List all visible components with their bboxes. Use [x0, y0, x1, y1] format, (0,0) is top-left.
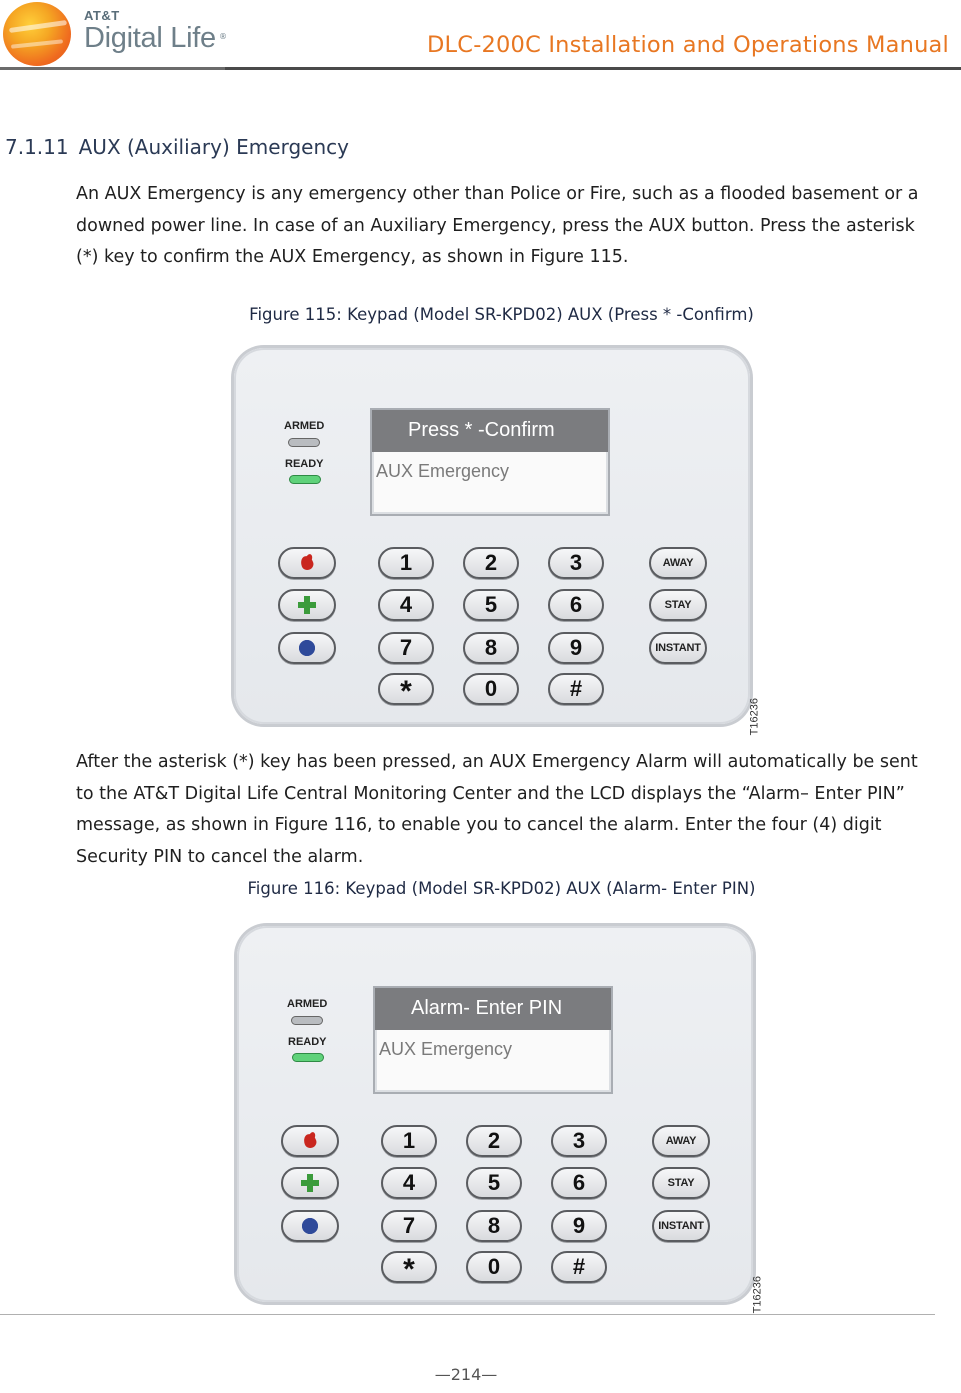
key-0[interactable]: 0 — [466, 1251, 522, 1283]
key-6[interactable]: 6 — [551, 1167, 607, 1199]
ready-led — [289, 475, 321, 484]
paragraph-after-confirm: After the asterisk (*) key has been pressed, an AUX Emergency Alarm will automatically be sent to the AT&T Digital Life Central Monitoring Center and the LCD displays the “Alarm– Enter PIN” message, as shown in Figure 116, to enable you to cancel the alarm. Enter the four (4) digit Security PIN to cancel the alarm. — [76, 752, 918, 867]
badge-icon — [299, 640, 315, 656]
armed-label: ARMED — [284, 420, 325, 432]
keypad-figure-115 — [234, 348, 760, 736]
key-6[interactable]: 6 — [548, 589, 604, 621]
lcd-line-1: Press * -Confirm — [408, 419, 555, 441]
aux-button[interactable] — [278, 589, 336, 621]
key-hash[interactable]: # — [551, 1251, 607, 1283]
page-number: —214— — [434, 1365, 498, 1384]
away-button[interactable]: AWAY — [652, 1125, 710, 1157]
logo-registered-mark: ® — [219, 32, 227, 41]
key-hash[interactable]: # — [548, 673, 604, 705]
lcd-line-2: AUX Emergency — [376, 461, 510, 481]
key-5[interactable]: 5 — [463, 589, 519, 621]
fire-icon — [302, 1132, 318, 1150]
header-divider-left — [0, 67, 225, 70]
badge-icon — [302, 1218, 318, 1234]
stay-button[interactable]: STAY — [649, 589, 707, 621]
key-7[interactable]: 7 — [381, 1210, 437, 1242]
police-button[interactable] — [278, 632, 336, 664]
key-8[interactable]: 8 — [466, 1210, 522, 1242]
figure-115-caption: Figure 115: Keypad (Model SR-KPD02) AUX (Press * -Confirm) — [249, 305, 754, 324]
away-button[interactable]: AWAY — [649, 547, 707, 579]
fire-button[interactable] — [281, 1125, 339, 1157]
key-9[interactable]: 9 — [548, 632, 604, 664]
ready-label: READY — [288, 1036, 327, 1048]
section-number: 7.1.11 — [5, 135, 69, 159]
aux-button[interactable] — [281, 1167, 339, 1199]
lcd-line-2: AUX Emergency — [379, 1039, 513, 1059]
key-8[interactable]: 8 — [463, 632, 519, 664]
page-header — [0, 0, 961, 72]
manual-title: DLC-200C Installation and Operations Manual — [427, 32, 949, 58]
key-star[interactable]: * — [381, 1251, 437, 1283]
stay-button[interactable]: STAY — [652, 1167, 710, 1199]
key-1[interactable]: 1 — [378, 547, 434, 579]
lcd-display — [370, 408, 610, 516]
keypad-figure-116 — [237, 926, 763, 1314]
plus-icon — [301, 1174, 319, 1192]
ready-led — [292, 1053, 324, 1062]
figure-code: T16236 — [748, 698, 760, 736]
key-2[interactable]: 2 — [466, 1125, 522, 1157]
lcd-top-bar — [372, 410, 608, 452]
section-title: AUX (Auxiliary) Emergency — [78, 135, 349, 159]
paragraph-intro: An AUX Emergency is any emergency other than Police or Fire, such as a flooded basement or a downed power line. In case of an Auxiliary Emergency, press the AUX button. Press the asterisk (*) key to confirm the AUX Emergency, as shown in Figure 115. — [76, 184, 919, 267]
police-button[interactable] — [281, 1210, 339, 1242]
section-heading — [5, 135, 349, 159]
fire-icon — [299, 554, 315, 572]
armed-led — [288, 438, 320, 447]
logo-digital-life-text: Digital Life — [84, 22, 216, 54]
key-1[interactable]: 1 — [381, 1125, 437, 1157]
armed-led — [291, 1016, 323, 1025]
key-7[interactable]: 7 — [378, 632, 434, 664]
key-9[interactable]: 9 — [551, 1210, 607, 1242]
armed-label: ARMED — [287, 998, 328, 1010]
key-3[interactable]: 3 — [548, 547, 604, 579]
lcd-top-bar — [375, 988, 611, 1030]
lcd-display — [373, 986, 613, 1094]
header-divider — [225, 67, 961, 70]
key-5[interactable]: 5 — [466, 1167, 522, 1199]
key-4[interactable]: 4 — [378, 589, 434, 621]
fire-button[interactable] — [278, 547, 336, 579]
instant-button[interactable]: INSTANT — [652, 1210, 710, 1242]
ready-label: READY — [285, 458, 324, 470]
key-0[interactable]: 0 — [463, 673, 519, 705]
logo-att-text: AT&T — [84, 8, 120, 23]
key-2[interactable]: 2 — [463, 547, 519, 579]
lcd-line-1: Alarm- Enter PIN — [411, 997, 563, 1019]
att-globe-logo-icon — [3, 2, 71, 66]
key-3[interactable]: 3 — [551, 1125, 607, 1157]
figure-code: T16236 — [751, 1276, 763, 1314]
plus-icon — [298, 596, 316, 614]
key-star[interactable]: * — [378, 673, 434, 705]
key-4[interactable]: 4 — [381, 1167, 437, 1199]
instant-button[interactable]: INSTANT — [649, 632, 707, 664]
footer-divider — [0, 1314, 935, 1315]
figure-116-caption: Figure 116: Keypad (Model SR-KPD02) AUX (Alarm- Enter PIN) — [247, 879, 756, 898]
